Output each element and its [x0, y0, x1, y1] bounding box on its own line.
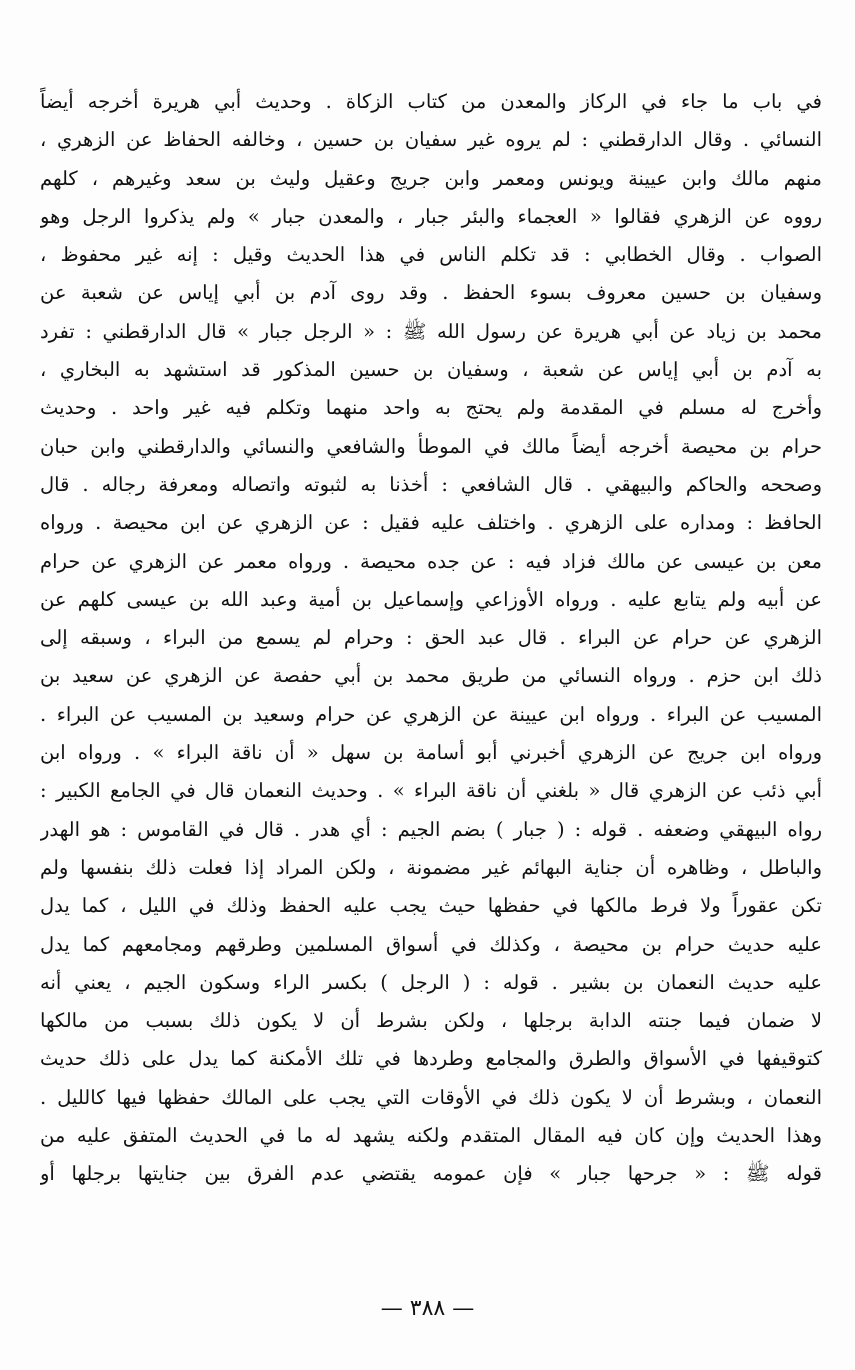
text-line: عليه حديث حرام بن محيصة ، وكذلك في أسواق المسلمين وطرقهم ومجامعهم كما يدل [40, 932, 822, 956]
text-line: كتوقيفها في الأسواق والطرق والمجامع وطردها في تلك الأمكنة كما يدل على ذلك حديث [40, 1047, 822, 1071]
text-line: ذلك ابن حزم . ورواه النسائي من طريق محمد بن أبي حفصة عن الزهري عن سعيد بن [40, 664, 822, 688]
text-line: النعمان ، وبشرط أن لا يكون ذلك في الأوقات التي يجب على المالك حفظها فيها كالليل . [40, 1085, 822, 1109]
text-line: المسيب عن البراء . ورواه ابن عيينة عن الزهري عن حرام وسعيد بن المسيب عن البراء . [40, 702, 822, 726]
text-line: به آدم بن أبي إياس عن شعبة ، وسفيان بن حسين المذكور قد استشهد به البخاري ، [40, 358, 822, 382]
text-line: الصواب . وقال الخطابي : قد تكلم الناس في هذا الحديث وقيل : إنه غير محفوظ ، [40, 243, 822, 267]
text-line: عليه حديث النعمان بن بشير . قوله : ( الرجل ) بكسر الراء وسكون الجيم ، يعني أنه [40, 970, 822, 994]
text-line: وسفيان بن حسين معروف بسوء الحفظ . وقد روى آدم بن أبي إياس عن شعبة عن [40, 281, 822, 305]
text-line: الزهري عن حرام عن البراء . قال عبد الحق : وحرام لم يسمع من البراء ، وسبقه إلى [40, 626, 822, 650]
text-line: أبي ذئب عن الزهري قال « بلغني أن ناقة البراء » . وحديث النعمان قال في الجامع الكبير : [40, 779, 822, 803]
text-line: محمد بن زياد عن أبي هريرة عن رسول الله ﷺ : « الرجل جبار » قال الدارقطني : تفرد [40, 319, 822, 343]
text-line: معن بن عيسى عن مالك فزاد فيه : عن جده محيصة . ورواه معمر عن الزهري عن حرام [40, 549, 822, 573]
text-line: النسائي . وقال الدارقطني : لم يروه غير سفيان بن حسين ، وخالفه الحفاظ عن الزهري ، [40, 128, 822, 152]
text-line: حرام بن محيصة أخرجه أيضاً مالك في الموطأ والشافعي والنسائي والدارقطني وابن حبان [40, 434, 822, 458]
text-line: الحافظ : ومداره على الزهري . واختلف عليه فقيل : عن الزهري عن ابن محيصة . ورواه [40, 511, 822, 535]
text-line: والباطل ، وظاهره أن جناية البهائم غير مضمونة ، ولكن المراد إذا فعلت ذلك بنفسها ولم [40, 855, 822, 879]
text-line: تكن عقوراً ولا فرط مالكها في حفظها حيث يجب عليه الحفظ وذلك في الليل ، كما يدل [40, 894, 822, 918]
text-line: في باب ما جاء في الركاز والمعدن من كتاب الزكاة . وحديث أبي هريرة أخرجه أيضاً [40, 90, 822, 113]
page-number: — ٣٨٨ — [380, 1296, 475, 1321]
text-line: منهم مالك وابن عيينة ويونس ومعمر وابن جريج وعقيل وليث بن سعد وغيرهم ، كلهم [40, 166, 822, 190]
text-line: وأخرج له مسلم في المقدمة ولم يحتج به واحد منهما وتكلم فيه غير واحد . وحديث [40, 396, 822, 420]
text-line: عن أبيه ولم يتابع عليه . ورواه الأوزاعي وإسماعيل بن أمية وعبد الله بن عيسى كلهم عن [40, 587, 822, 611]
text-line: ورواه ابن جريج عن الزهري أخبرني أبو أسامة بن سهل « أن ناقة البراء » . ورواه ابن [40, 741, 822, 765]
text-line: رواه البيهقي وضعفه . قوله : ( جبار ) بضم الجيم : أي هدر . قال في القاموس : هو الهدر [40, 817, 822, 841]
body-text [40, 83, 822, 1194]
text-line: وهذا الحديث وإن كان فيه المقال المتقدم ولكنه يشهد له ما في الحديث المتفق عليه من [40, 1124, 822, 1148]
text-line: وصححه والحاكم والبيهقي . قال الشافعي : أخذنا به لثبوته واتصاله ومعرفة رجاله . قال [40, 472, 822, 496]
text-line: لا ضمان فيما جنته الدابة برجلها ، ولكن بشرط أن لا يكون ذلك بسبب من مالكها [40, 1009, 822, 1033]
text-line: قوله ﷺ : « جرحها جبار » فإن عمومه يقتضي عدم الفرق بين جنايتها برجلها أو [40, 1162, 822, 1186]
text-line: رووه عن الزهري فقالوا « العجماء والبئر جبار ، والمعدن جبار » ولم يذكروا الرجل وهو [40, 204, 822, 228]
